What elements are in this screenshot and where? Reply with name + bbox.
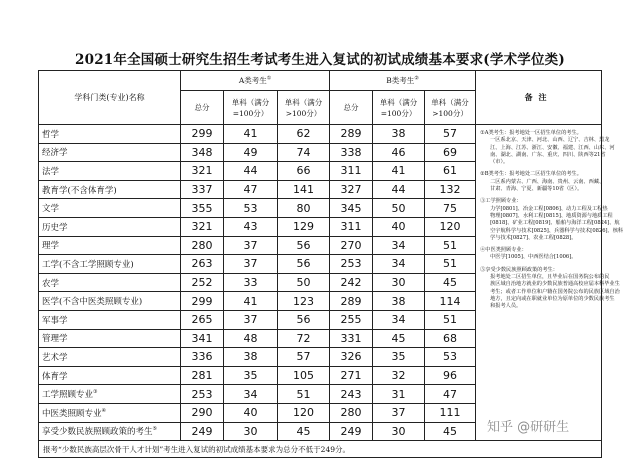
score-cell-b-s100: 30 — [373, 273, 425, 292]
score-cell-a-s100: 37 — [224, 236, 278, 255]
score-cell-a-total: 348 — [181, 143, 224, 162]
note-line: 和报考人员。 — [490, 303, 522, 310]
group-a-header: A类考生① — [181, 71, 330, 91]
score-cell-b-total: 345 — [330, 199, 373, 218]
note-line: ③工学照顾专业： — [480, 198, 522, 205]
score-cell-b-sg: 45 — [425, 422, 476, 441]
discipline-name: 中医类照顾专业④ — [39, 403, 181, 422]
note-line: （市）。 — [490, 159, 509, 166]
score-cell-a-s100: 37 — [224, 255, 278, 274]
score-cell-a-sg: 57 — [278, 348, 330, 367]
score-cell-b-s100: 34 — [373, 236, 425, 255]
score-cell-b-sg: 47 — [425, 385, 476, 404]
score-cell-a-s100: 44 — [224, 162, 278, 181]
score-cell-a-sg: 72 — [278, 329, 330, 348]
note-line: [0818]、矿业工程[0819]、船舶与海洋工程[0824]、航 — [490, 220, 620, 227]
score-cell-b-s100: 31 — [373, 385, 425, 404]
score-cell-a-total: 299 — [181, 292, 224, 311]
score-cell-b-s100: 30 — [373, 422, 425, 441]
score-cell-a-sg: 123 — [278, 292, 330, 311]
note-line: 一区系北京、天津、河北、山西、辽宁、吉林、黑龙 — [490, 137, 610, 144]
score-cell-a-sg: 50 — [278, 273, 330, 292]
score-cell-b-total: 327 — [330, 180, 373, 199]
score-cell-b-total: 331 — [330, 329, 373, 348]
discipline-name: 理学 — [39, 236, 181, 255]
score-cell-b-sg: 53 — [425, 348, 476, 367]
note-line: ①A类考生：报考地处一区招生单位的考生。 — [480, 130, 582, 136]
score-cell-b-s100: 40 — [373, 217, 425, 236]
score-cell-a-sg: 56 — [278, 310, 330, 329]
table-row — [39, 125, 602, 144]
score-cell-a-sg: 141 — [278, 180, 330, 199]
score-cell-a-sg: 56 — [278, 236, 330, 255]
score-cell-b-total: 326 — [330, 348, 373, 367]
note-line: 甘肃、青海、宁夏、新疆等10省（区）。 — [490, 186, 583, 193]
note-line: 地方，且定向或在职就业单位为原单位的少数民族考生 — [490, 295, 615, 302]
score-cell-a-total: 249 — [181, 422, 224, 441]
score-cell-b-total: 253 — [330, 255, 373, 274]
score-cell-a-s100: 38 — [224, 348, 278, 367]
score-cell-b-total: 311 — [330, 162, 373, 181]
score-table — [38, 70, 624, 458]
note-line: 物理[0807]、水利工程[0815]、地质资源与地质工程 — [490, 212, 613, 219]
score-cell-a-total: 263 — [181, 255, 224, 274]
note-line: 南、湖北、湖南、广东、重庆、四川、陕西等21省 — [490, 151, 606, 158]
score-cell-a-s100: 37 — [224, 310, 278, 329]
score-cell-a-sg: 120 — [278, 403, 330, 422]
a-total-header: 总分 — [181, 91, 224, 125]
score-cell-b-total: 271 — [330, 366, 373, 385]
score-cell-b-s100: 34 — [373, 310, 425, 329]
score-cell-a-total: 290 — [181, 403, 224, 422]
score-cell-b-s100: 34 — [373, 255, 425, 274]
score-cell-b-sg: 111 — [425, 403, 476, 422]
note-line: 力学[0801]、冶金工程[0806]、动力工程及工程热 — [490, 205, 608, 212]
score-cell-a-total: 265 — [181, 310, 224, 329]
score-cell-b-total: 270 — [330, 236, 373, 255]
score-cell-b-sg: 57 — [425, 125, 476, 144]
score-cell-b-total: 255 — [330, 310, 373, 329]
discipline-name: 军事学 — [39, 310, 181, 329]
score-cell-b-s100: 50 — [373, 199, 425, 218]
score-cell-b-sg: 114 — [425, 292, 476, 311]
score-cell-b-s100: 38 — [373, 125, 425, 144]
score-cell-b-total: 289 — [330, 125, 373, 144]
score-cell-b-s100: 32 — [373, 366, 425, 385]
page-title: 2021年全国硕士研究生招生考试考生进入复试的初试成绩基本要求(学术学位类) — [75, 52, 565, 68]
score-cell-a-total: 253 — [181, 385, 224, 404]
score-cell-b-sg: 69 — [425, 143, 476, 162]
discipline-name: 农学 — [39, 273, 181, 292]
discipline-name: 文学 — [39, 199, 181, 218]
score-cell-b-s100: 38 — [373, 292, 425, 311]
score-cell-a-s100: 41 — [224, 125, 278, 144]
score-cell-b-sg: 75 — [425, 199, 476, 218]
score-cell-a-total: 321 — [181, 162, 224, 181]
score-cell-a-total: 280 — [181, 236, 224, 255]
score-cell-b-s100: 37 — [373, 403, 425, 422]
discipline-name: 工学照顾专业③ — [39, 385, 181, 404]
score-cell-a-total: 341 — [181, 329, 224, 348]
score-cell-b-sg: 51 — [425, 255, 476, 274]
note-line: 考生；或者工作单位和户籍在国务院公布的民族区域自治 — [490, 288, 620, 295]
score-cell-a-sg: 74 — [278, 143, 330, 162]
discipline-name: 享受少数民族照顾政策的考生⑤ — [39, 422, 181, 441]
score-cell-a-s100: 47 — [224, 180, 278, 199]
score-cell-b-sg: 61 — [425, 162, 476, 181]
score-cell-a-sg: 56 — [278, 255, 330, 274]
notes-cell — [476, 125, 624, 441]
score-cell-a-sg: 80 — [278, 199, 330, 218]
score-cell-a-total: 299 — [181, 125, 224, 144]
score-cell-a-total: 252 — [181, 273, 224, 292]
discipline-name: 经济学 — [39, 143, 181, 162]
note-line: 报考地处二区招生单位，且毕业后在国务院公布的民 — [490, 274, 610, 281]
score-cell-b-sg: 96 — [425, 366, 476, 385]
score-cell-b-total: 249 — [330, 422, 373, 441]
score-cell-a-total: 336 — [181, 348, 224, 367]
score-cell-b-sg: 68 — [425, 329, 476, 348]
score-cell-a-s100: 48 — [224, 329, 278, 348]
score-cell-a-s100: 40 — [224, 403, 278, 422]
note-line: 学与技术[0827]、农业工程[0828]。 — [490, 234, 577, 241]
discipline-name: 哲学 — [39, 125, 181, 144]
score-cell-b-s100: 46 — [373, 143, 425, 162]
discipline-name: 管理学 — [39, 329, 181, 348]
a-single-over100-header: 单科（满分>100分） — [278, 91, 330, 125]
note-line: ④中医类照顾专业： — [480, 247, 527, 254]
note-line: 二区系内蒙古、广西、海南、贵州、云南、西藏、 — [490, 178, 605, 185]
score-cell-b-s100: 45 — [373, 329, 425, 348]
score-cell-a-sg: 45 — [278, 422, 330, 441]
note-line: ②B类考生：报考地处二区招生单位的考生。 — [480, 171, 582, 178]
discipline-name: 历史学 — [39, 217, 181, 236]
discipline-header: 学科门类(专业)名称 — [39, 71, 181, 125]
b-total-header: 总分 — [330, 91, 373, 125]
score-cell-a-sg: 51 — [278, 385, 330, 404]
score-cell-a-s100: 41 — [224, 292, 278, 311]
a-single-100-header: 单科（满分=100分） — [224, 91, 278, 125]
notes-header: 备注 — [476, 71, 602, 125]
discipline-name: 教育学(不含体育学) — [39, 180, 181, 199]
score-cell-b-total: 243 — [330, 385, 373, 404]
score-cell-b-total: 311 — [330, 217, 373, 236]
score-cell-b-sg: 51 — [425, 310, 476, 329]
score-cell-a-s100: 53 — [224, 199, 278, 218]
score-cell-a-total: 281 — [181, 366, 224, 385]
note-line: 族区域自治地方就业的少数民族普通高校应届本科毕业生 — [490, 281, 620, 288]
score-cell-b-sg: 51 — [425, 236, 476, 255]
discipline-name: 艺术学 — [39, 348, 181, 367]
b-single-over100-header: 单科（满分>100分） — [425, 91, 476, 125]
note-line: ⑤享受少数民族照顾政策的考生： — [480, 266, 558, 273]
discipline-name: 体育学 — [39, 366, 181, 385]
discipline-name: 医学(不含中医类照顾专业) — [39, 292, 181, 311]
score-cell-b-total: 338 — [330, 143, 373, 162]
score-cell-b-s100: 41 — [373, 162, 425, 181]
score-cell-b-s100: 35 — [373, 348, 425, 367]
score-cell-b-total: 242 — [330, 273, 373, 292]
zhihu-watermark: 知乎 @研研生 — [487, 420, 570, 435]
score-cell-a-s100: 34 — [224, 385, 278, 404]
score-cell-b-sg: 120 — [425, 217, 476, 236]
score-cell-a-sg: 66 — [278, 162, 330, 181]
score-cell-a-s100: 33 — [224, 273, 278, 292]
b-single-100-header: 单科（满分=100分） — [373, 91, 425, 125]
score-cell-a-s100: 30 — [224, 422, 278, 441]
score-cell-a-total: 321 — [181, 217, 224, 236]
discipline-name: 工学(不含工学照顾专业) — [39, 255, 181, 274]
score-cell-a-sg: 129 — [278, 217, 330, 236]
note-line: 空宇航科学与技术[0825]、兵器科学与技术[0826]、核科 — [490, 227, 624, 234]
score-cell-a-s100: 43 — [224, 217, 278, 236]
score-cell-a-s100: 35 — [224, 366, 278, 385]
group-b-header: B类考生② — [330, 71, 476, 91]
score-cell-b-total: 280 — [330, 403, 373, 422]
note-line: 中医学[1005]、中西医结合[1006]。 — [490, 254, 577, 261]
footer-note: 报考“少数民族高层次骨干人才计划”考生进入复试的初试成绩基本要求为总分不低于249分。 — [39, 441, 602, 458]
score-cell-a-sg: 62 — [278, 125, 330, 144]
score-cell-b-sg: 45 — [425, 273, 476, 292]
score-cell-b-s100: 44 — [373, 180, 425, 199]
score-cell-b-sg: 132 — [425, 180, 476, 199]
score-cell-a-sg: 105 — [278, 366, 330, 385]
score-cell-a-total: 355 — [181, 199, 224, 218]
score-cell-a-s100: 49 — [224, 143, 278, 162]
score-cell-b-total: 289 — [330, 292, 373, 311]
note-line: 江、上海、江苏、浙江、安徽、福建、江西、山东、河 — [490, 144, 615, 151]
discipline-name: 法学 — [39, 162, 181, 181]
score-cell-a-total: 337 — [181, 180, 224, 199]
